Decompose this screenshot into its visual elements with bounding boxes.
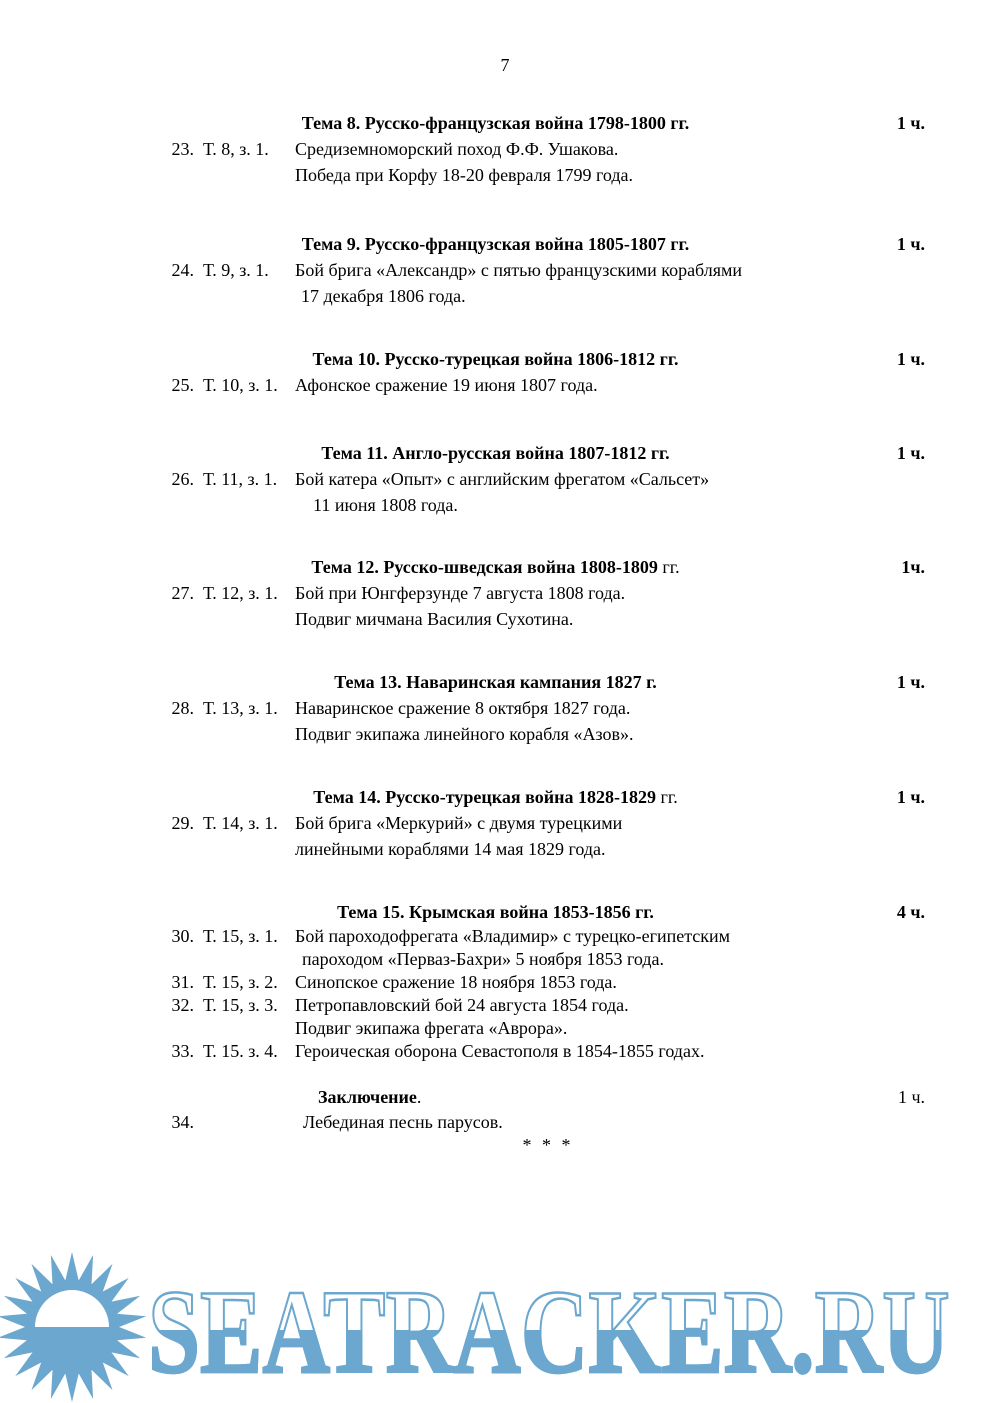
row-text: пароходом «Перваз-Бахри» 5 ноября 1853 года. [302, 949, 665, 969]
curriculum-list [0, 110, 991, 1159]
section-title [337, 902, 654, 922]
row-line [0, 994, 991, 1017]
row-number: 32. [171, 995, 194, 1015]
row-code: Т. 15, з. 3. [203, 995, 278, 1015]
row-line [0, 492, 991, 518]
topic-section [0, 669, 991, 747]
page-number: 7 [500, 55, 510, 75]
topic-section [0, 899, 991, 1063]
section-hours: 1 ч. [896, 443, 925, 463]
row-text: Бой катера «Опыт» с английским фрегатом «Сальсет» [295, 469, 710, 489]
section-hours: 1 ч. [896, 113, 925, 133]
row-text: 11 июня 1808 года. [313, 495, 458, 515]
row-text: Бой при Юнгферзунде 7 августа 1808 года. [295, 583, 626, 603]
section-title [302, 113, 689, 133]
end-marker: * * * [522, 1135, 574, 1155]
row-text: Бой брига «Меркурий» с двумя турецкими [295, 813, 623, 833]
row-number: 30. [171, 926, 194, 946]
row-line [0, 836, 991, 862]
section-title [313, 349, 679, 369]
row-line [0, 948, 991, 971]
row-line [0, 1017, 991, 1040]
row-code: Т. 12, з. 1. [203, 583, 278, 603]
section-title-main: Тема 11. Англо-русская война 1807-1812 гг. [321, 443, 670, 463]
section-title [313, 787, 677, 807]
row-number: 26. [171, 469, 194, 489]
row-line [0, 1040, 991, 1063]
row-number: 29. [171, 813, 194, 833]
row-number: 28. [171, 698, 194, 718]
section-hours: 4 ч. [896, 902, 925, 922]
section-heading-row [0, 1084, 991, 1110]
row-code: Т. 15, з. 2. [203, 972, 278, 992]
row-line [0, 257, 991, 283]
section-heading-row [0, 440, 991, 466]
row-line [0, 466, 991, 492]
section-title [321, 443, 669, 463]
row-number: 27. [171, 583, 194, 603]
row-text: Подвиг экипажа фрегата «Аврора». [295, 1018, 568, 1038]
section-heading-row [0, 669, 991, 695]
row-text: Бой пароходофрегата «Владимир» с турецко-египетским [295, 926, 731, 946]
section-heading-row [0, 554, 991, 580]
row-line [0, 721, 991, 747]
section-title-main: Тема 14. Русско-турецкая война 1828-1829 [313, 787, 656, 807]
section-hours: 1 ч. [896, 234, 925, 254]
row-code: Т. 11, з. 1. [203, 469, 278, 489]
section-heading-row [0, 231, 991, 257]
row-number: 31. [171, 972, 194, 992]
section-title [334, 672, 657, 692]
row-line [0, 136, 991, 162]
watermark [0, 1252, 991, 1403]
section-hours: 1 ч. [897, 1087, 925, 1107]
row-text: линейными кораблями 14 мая 1829 года. [295, 839, 606, 859]
section-title [318, 1084, 421, 1110]
row-code: Т. 9, з. 1. [203, 260, 269, 280]
row-text: 17 декабря 1806 года. [301, 286, 466, 306]
row-line [0, 925, 991, 948]
sun-icon [0, 1252, 147, 1402]
section-title-tail: гг. [655, 787, 678, 807]
row-line [0, 580, 991, 606]
section-title [311, 557, 679, 577]
topic-section [0, 110, 991, 188]
watermark-text: SEATRACKER.RU [148, 1265, 950, 1398]
row-text: Героическая оборона Севастополя в 1854-1855 годах. [295, 1041, 705, 1061]
row-text: Бой брига «Александр» с пятью французскими кораблями [295, 260, 743, 280]
row-code: Т. 15. з. 4. [203, 1041, 278, 1061]
row-code: Т. 14, з. 1. [203, 813, 278, 833]
section-title-main: Тема 15. Крымская война 1853-1856 гг. [337, 902, 654, 922]
row-line [0, 283, 991, 309]
row-text: Победа при Корфу 18-20 февраля 1799 года. [295, 165, 634, 185]
row-number: 33. [171, 1041, 194, 1061]
conclusion-section [0, 1084, 991, 1135]
row-text: Подвиг мичмана Василия Сухотина. [295, 609, 574, 629]
row-line [0, 1110, 991, 1135]
row-number: 23. [171, 139, 194, 159]
row-line [0, 810, 991, 836]
section-heading-row [0, 346, 991, 372]
section-title-main: Тема 13. Наваринская кампания 1827 г. [334, 672, 657, 692]
row-text: Подвиг экипажа линейного корабля «Азов». [295, 724, 634, 744]
row-number: 25. [171, 375, 194, 395]
row-text: Наваринское сражение 8 октября 1827 года. [295, 698, 631, 718]
section-hours: 1 ч. [896, 672, 925, 692]
section-title-tail: гг. [657, 557, 680, 577]
topic-section [0, 346, 991, 398]
section-title-main: Тема 10. Русско-турецкая война 1806-1812 гг. [312, 349, 679, 369]
row-line [0, 372, 991, 398]
row-line [0, 971, 991, 994]
section-title-main: Тема 8. Русско-французская война 1798-1800 гг. [301, 113, 690, 133]
row-code: Т. 13, з. 1. [203, 698, 278, 718]
section-title-main: Заключение [318, 1087, 417, 1107]
row-text: Афонское сражение 19 июня 1807 года. [295, 375, 598, 395]
row-number: 24. [171, 260, 194, 280]
topic-section [0, 440, 991, 518]
row-text: Синопское сражение 18 ноября 1853 года. [295, 972, 617, 992]
row-line [0, 162, 991, 188]
row-line [0, 606, 991, 632]
row-line [0, 695, 991, 721]
topic-section [0, 554, 991, 632]
topic-section [0, 231, 991, 309]
row-number: 34. [171, 1112, 194, 1132]
topic-section [0, 784, 991, 862]
section-heading-row [0, 110, 991, 136]
row-code: Т. 10, з. 1. [203, 375, 278, 395]
section-hours: 1ч. [901, 557, 925, 577]
section-hours: 1 ч. [896, 787, 925, 807]
row-text: Лебединая песнь парусов. [303, 1112, 503, 1132]
row-code: Т. 15, з. 1. [203, 926, 278, 946]
row-text: Средиземноморский поход Ф.Ф. Ушакова. [295, 139, 619, 159]
section-heading-row [0, 899, 991, 925]
row-code: Т. 8, з. 1. [203, 139, 269, 159]
section-title-main: Тема 9. Русско-французская война 1805-1807 гг. [301, 234, 690, 254]
row-text: Петропавловский бой 24 августа 1854 года. [295, 995, 629, 1015]
end-marker-row [0, 1135, 991, 1159]
section-title-main: Тема 12. Русско-шведская война 1808-1809 [311, 557, 658, 577]
section-title-tail: . [416, 1087, 422, 1107]
section-heading-row [0, 784, 991, 810]
section-title [302, 234, 689, 254]
section-hours: 1 ч. [896, 349, 925, 369]
